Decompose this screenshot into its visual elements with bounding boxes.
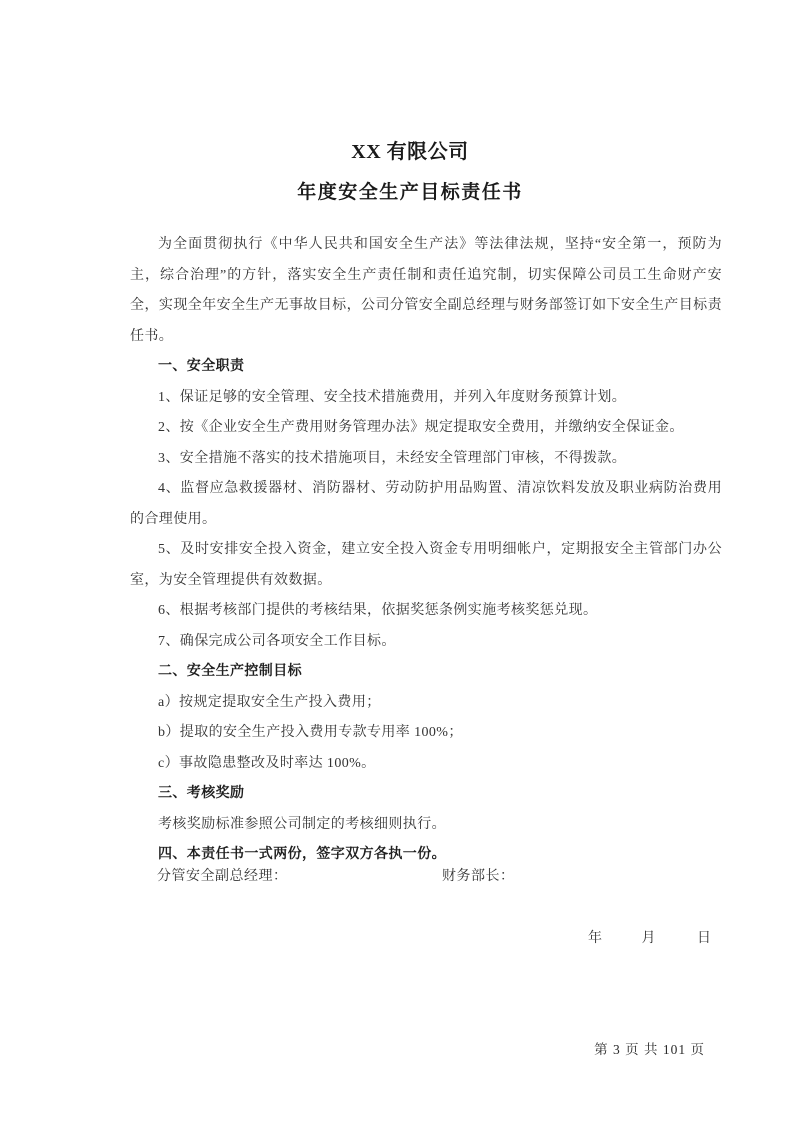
company-title: XX 有限公司 [351, 141, 469, 163]
document-body [130, 230, 722, 871]
date-line [130, 931, 722, 947]
target-item-c: c）事故隐患整改及时率达 100%。 [158, 755, 376, 771]
duty-item-7: 7、确保完成公司各项安全工作目标。 [158, 633, 396, 649]
duty-item-6: 6、根据考核部门提供的考核结果，依据奖惩条例实施考核奖惩兑现。 [158, 603, 598, 618]
section-1-heading: 一、安全职责 [158, 359, 245, 374]
duty-item-4: 4、监督应急救援器材、消防器材、劳动防护用品购置、清凉饮料发放及职业病防治费用的合理使用。 [130, 481, 722, 527]
date-month-label: 月 [641, 931, 656, 946]
signature-label-finance-director: 财务部长： [442, 869, 515, 884]
duty-item-5: 5、及时安排安全投入资金，建立安全投入资金专用明细帐户，定期报安全主管部门办公室，为安全管理提供有效数据。 [130, 542, 722, 588]
document-title: 年度安全生产目标责任书 [297, 182, 523, 203]
date-day-label: 日 [697, 931, 711, 946]
duty-item-2: 2、按《企业安全生产费用财务管理办法》规定提取安全费用，并缴纳安全保证金。 [158, 420, 684, 435]
date-year-label: 年 [588, 931, 602, 946]
intro-paragraph: 为全面贯彻执行《中华人民共和国安全生产法》等法律法规，坚持“安全第一，预防为主，综合治理”的方针，落实安全生产责任制和责任追究制，切实保障公司员工生命财产安全，实现全年安全生产无事故目标，公司分管安全副总经理与财务部签订如下安全生产目标责任书。 [130, 237, 722, 344]
section-3-heading: 三、考核奖励 [158, 786, 245, 801]
duty-item-3: 3、安全措施不落实的技术措施项目，未经安全管理部门审核，不得拨款。 [158, 450, 627, 466]
signature-label-safety-deputy-gm: 分管安全副总经理： [157, 869, 288, 884]
page-number: 第 3 页 共 101 页 [594, 1042, 705, 1057]
assessment-note: 考核奖励标准参照公司制定的考核细则执行。 [158, 816, 446, 832]
section-4-heading: 四、本责任书一式两份，签字双方各执一份。 [158, 847, 446, 862]
duty-item-1: 1、保证足够的安全管理、安全技术措施费用，并列入年度财务预算计划。 [158, 389, 627, 405]
signature-row [130, 869, 722, 885]
target-item-a: a）按规定提取安全生产投入费用； [158, 694, 381, 710]
section-2-heading: 二、安全生产控制目标 [158, 664, 302, 679]
target-item-b: b）提取的安全生产投入费用专款专用率 100%； [158, 725, 463, 740]
